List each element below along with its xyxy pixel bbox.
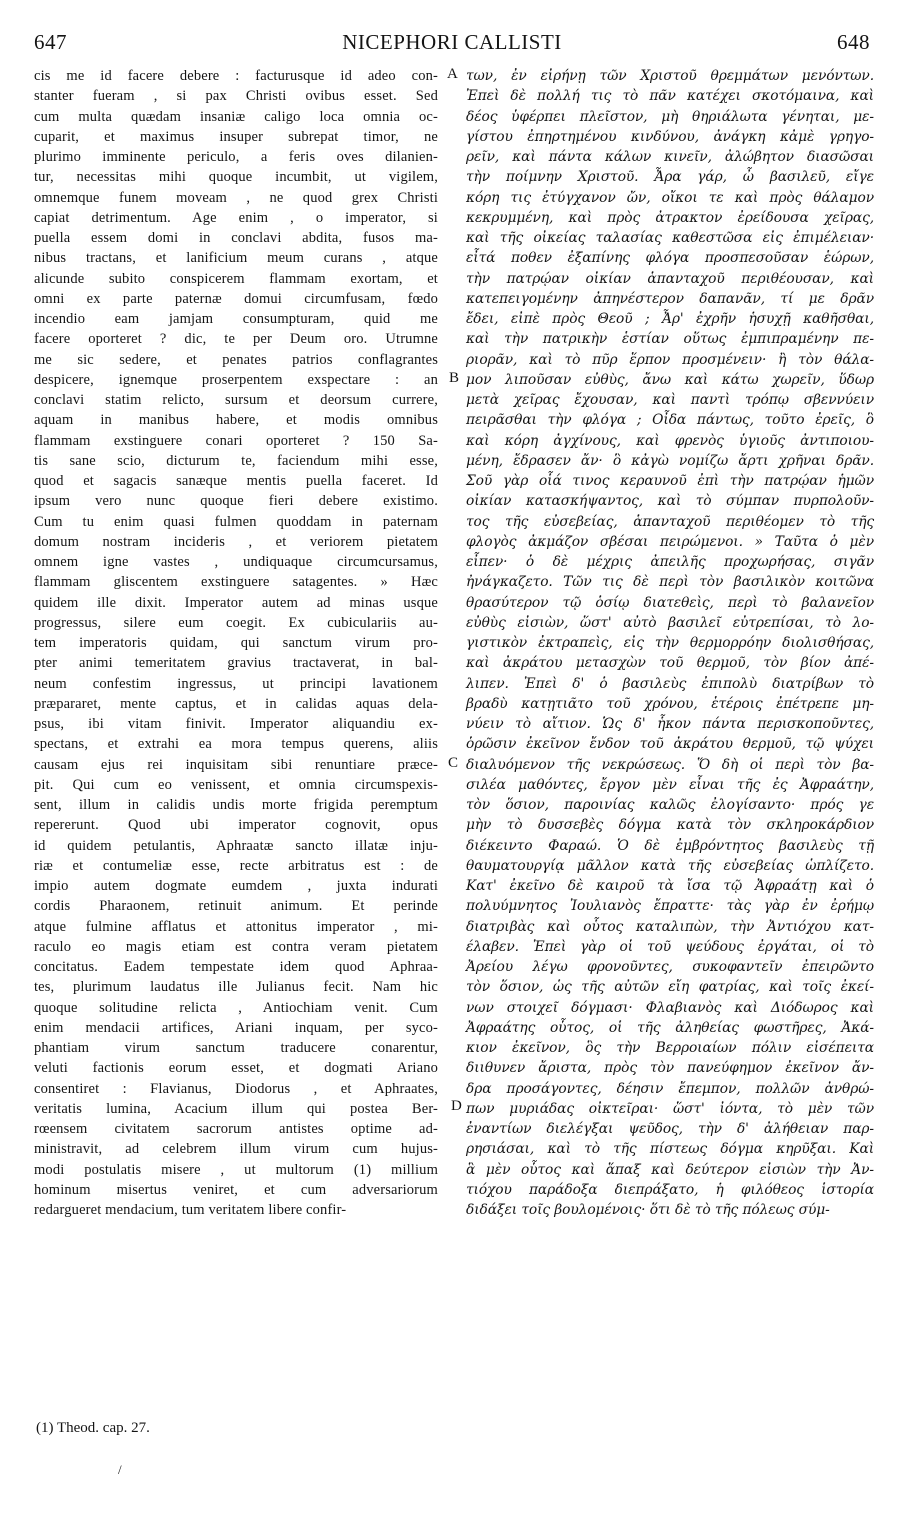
latin-text-line: cuparit, et maximus insuper subrepat timor, ne xyxy=(34,128,438,145)
greek-text-line: κατεπειγομένην ἀπηνέστερον δαπανᾶν, τί με δρᾶν xyxy=(466,290,874,307)
greek-text-line: μὴν τὸ δυσσεβὲς δόγμα κατὰ τὸν σκληροκάρδιον xyxy=(466,817,874,834)
latin-text-line: ipsum vero nunc quoque fieri debere existimo. xyxy=(34,493,438,510)
greek-text-line: θρασύτερον τῷ ὁσίῳ διατεθεὶς, περὶ τὸ βαλανεῖον xyxy=(466,594,874,611)
greek-text-line: κιον ἐκεῖνον, ὃς τὴν Βερροιαίων πόλιν εἰσέπειτα xyxy=(466,1040,874,1056)
latin-text-line: impio autem dogmate eumdem , juxta indurati xyxy=(34,878,438,894)
latin-text-line: hominum misertus veniret, et cum adversariorum xyxy=(34,1181,438,1198)
latin-text-line: enim mendacii artifices, Ariani inquam, per syco- xyxy=(34,1019,438,1036)
latin-text-line: concitatus. Eadem tempestate idem quod Aphraa- xyxy=(34,959,438,975)
running-header xyxy=(34,30,870,60)
latin-text-line: capiat detrimentum. Age enim , o imperator, si xyxy=(34,209,438,226)
greek-text-line: πων μυριάδας οἰκτεῖραι· ὥστ' ἰόντα, τὸ μὲν τῶν xyxy=(466,1100,874,1117)
left-page-number: 647 xyxy=(34,30,67,54)
greek-text-line: ἠνάγκαζετο. Τῶν τις δὲ περὶ τὸν βασιλικὸν κοιτῶνα xyxy=(466,574,874,591)
latin-text-line: psus, ibi vitam finivit. Imperator aliquandiu ex- xyxy=(34,716,438,732)
latin-text-line: omni ex parte paternæ domui circumfusam, fœdo xyxy=(34,290,438,307)
greek-text-line: δρα προσάγοντες, δέησιν ἔπεμπον, πολλῶν ἀνθρώ- xyxy=(466,1080,874,1097)
latin-text-line: sent, illum in calidis undis morte frigida peremptum xyxy=(34,797,438,813)
latin-text-line: flammam exstinguere conari oporteret ? 150 Sa- xyxy=(34,432,438,449)
latin-text-line: domum nostram incideris , et veriorem pietatem xyxy=(34,533,438,550)
greek-text-line: διδάξει τοῖς βουλομένοις· ὅτι δὲ τὸ τῆς πόλεως σύμ- xyxy=(466,1202,830,1218)
greek-text-line: πολυύμνητος Ἰουλιανὸς ἔπραττε· τὰς γὰρ ἐν ἐρήμῳ xyxy=(466,898,874,915)
greek-text-line: διέκειντο Φαραώ. Ὁ δὲ ἐμβρόντητος βασιλεὺς τῇ xyxy=(466,837,874,854)
latin-text-line: redargueret mendacium, tum veritatem libere confir- xyxy=(34,1202,347,1218)
greek-text-line: μετὰ χεῖρας ἔχουσαν, καὶ παντὶ τρόπῳ σβεννύειν xyxy=(466,392,874,408)
latin-text-line: quoque solitudine relicta , Antiochiam venit. Cum xyxy=(34,999,438,1016)
greek-text-line: τος τῆς εὐσεβείας, ἁπανταχοῦ περιθέομεν τὸ τῆς xyxy=(466,513,874,530)
column-marker-d: D xyxy=(451,1098,462,1114)
latin-text-line: rœensem civitatem sacrorum antistes optime ad- xyxy=(34,1121,438,1137)
greek-text-line: καὶ τῆς οἰκείας ταλασίας καθεστῶσα εἰς ἐπιμέλειαν· xyxy=(466,230,874,246)
latin-text-line: alicunde subito conspicerem flammam exortam, et xyxy=(34,270,438,287)
latin-text-line: ministravit, ad celebrem illum virum cum hujus- xyxy=(34,1141,438,1158)
latin-text-line: phantiam virum sanctum traducere conarentur, xyxy=(34,1040,438,1056)
latin-text-line: aquam in manibus habere, et modis omnibus xyxy=(34,412,438,429)
greek-text-line: οἰκίαν κατασκήψαντος, καὶ τὸ σύμπαν πυρπολοῦν- xyxy=(466,493,874,510)
latin-text-line: veluti factionis eorum esset, et dogmati Ariano xyxy=(34,1060,438,1077)
greek-text-line: λιπεν. Ἐπεὶ δ' ὁ βασιλεὺς ἐπιπολὺ διατρίβων τὸ xyxy=(466,675,874,692)
latin-text-line: causam ejus rei inquisitam sibi renuntiare præce- xyxy=(34,756,438,773)
column-marker-c: C xyxy=(448,755,459,771)
latin-text-line: præpararet, mente captus, et in calidas aquas dela- xyxy=(34,695,438,712)
stray-mark: / xyxy=(118,1462,122,1477)
latin-text-line: incendio eam jamjam consumpturam, quid me xyxy=(34,311,438,327)
latin-text-line: cum multa quædam insaniæ caligo loca omnia oc- xyxy=(34,108,438,125)
greek-text-line: φλογὸς ἀκμάζον σβέσαι πειρώμενοι. » Ταῦτα ὁ μὲν xyxy=(466,533,874,550)
latin-text-line: conclavi statim relicto, sursum et deorsum currere, xyxy=(34,392,438,408)
latin-text-line: spectans, et extrahi ea mora tempus querens, aliis xyxy=(34,736,438,753)
greek-text-line: εἶτά ποθεν ἐξαπίνης φλόγα προσπεσοῦσαν ἑώρων, xyxy=(466,250,874,267)
latin-text-line: Cum tu enim quasi fulmen quoddam in paternam xyxy=(34,513,438,530)
greek-text-line: τὸν ὅσιον, ὡς τῆς αὐτῶν εἴη φατρίας, καὶ τοῖς ἐκεί- xyxy=(466,979,874,996)
latin-text-line: tur, necessitas mihi quoque incumbit, ut vigilem, xyxy=(34,169,438,186)
latin-text-line: stanter fueram , si pax Christi ovibus esset. Sed xyxy=(34,88,438,105)
latin-text-line: atque fulmine afflatus et attonitus imperator , mi- xyxy=(34,918,438,935)
latin-text-line: cis me id facere debere : facturusque id adeo con- xyxy=(34,68,438,84)
greek-text-line: έλαβεν. Ἐπεὶ γὰρ οἱ τοῦ ψεύδους ἐργάται, οἱ τὸ xyxy=(466,938,874,955)
greek-text-line: Ἀρείου λέγω φρονοῦντες, συκοφαντεῖν ἐπειρῶντο xyxy=(466,959,874,975)
greek-text-line: τὴν ποίμνην Χριστοῦ. Ἆρα γάρ, ὦ βασιλεῦ, εἴγε xyxy=(466,169,874,186)
greek-text-line: εὐθὺς εἰσιὼν, ὥστ' αὐτὸ βασιλεῖ εὐτρεπίσαι, τὸ λο- xyxy=(466,614,874,631)
greek-text-line: διαλυόμενον τῆς νεκρώσεως. Ὅ δὴ οἱ περὶ τὸν βα- xyxy=(466,756,874,773)
latin-text-line: facere oporteret ? dic, te per Deum oro. Utrumne xyxy=(34,331,438,348)
greek-text-line: ἐναντίων διελέγξαι ψεῦδος, τὴν δ' ἀλήθειαν παρ- xyxy=(466,1121,874,1137)
latin-text-line: nibus tractans, et lanificium meum curans , atque xyxy=(34,250,438,267)
latin-text-line: tem imperatoris quidam, qui sanctum virum pro- xyxy=(34,635,438,651)
latin-text-line: veritatis lumina, Acacium illum qui postea Ber- xyxy=(34,1100,438,1117)
column-marker-b: B xyxy=(449,370,460,386)
greek-text-line: βραδὺ κατῃτιᾶτο τοῦ χρόνου, ἑτέροις ἐπέτρεπε μη- xyxy=(466,695,874,712)
greek-text-line: ριορᾶν, καὶ τὸ πῦρ ἕρπον προσμένειν· ἢ τὸν θάλα- xyxy=(466,351,874,368)
latin-text-line: flammam gliscentem exstinguere satagentes. » Hæc xyxy=(34,574,438,591)
greek-text-line: ὁρῶσιν ἐκεῖνον ἔνδον τοῦ ἀκράτου θερμοῦ, τῷ ψύχει xyxy=(466,736,874,753)
footnote: (1) Theod. cap. 27. xyxy=(36,1420,150,1436)
greek-text-line: κεκρυμμένη, καὶ πρὸς ἀτρακτον ἐρείδουσα χεῖρας, xyxy=(466,209,874,226)
latin-text-line: modi postulatis misere , ut multorum (1) millium xyxy=(34,1161,438,1178)
greek-text-line: τιόχου παράδοξα διεπράξατο, ἡ φιλόθεος ἱστορία xyxy=(466,1181,874,1198)
greek-text-line: Σοῦ γὰρ οἷά τινος κεραυνοῦ ἐπὶ τὴν πατρῴαν ἡμῶν xyxy=(466,473,874,489)
greek-text-line: νύειν τὸ αἴτιον. Ὡς δ' ἧκον πάντα περισκοποῦντες, xyxy=(466,716,874,732)
latin-text-line: progressus, silere eum coegit. Ex cubiculariis au- xyxy=(34,614,438,631)
latin-text-line: raculo eo magis etiam est contra veram pietatem xyxy=(34,938,438,955)
latin-text-line: pit. Qui cum eo venissent, et omnia circumspexis- xyxy=(34,776,438,793)
latin-text-line: id quidem petulantis, Aphraatæ sancto illatæ inju- xyxy=(34,837,438,854)
latin-text-line: quidem ille dixit. Imperator autem ad minas usque xyxy=(34,594,438,611)
greek-text-line: εἶπεν· ὁ δὲ μέχρις ἀπειλῆς προχωρήσας, σιγᾶν xyxy=(466,554,874,570)
latin-text-column xyxy=(34,66,438,1220)
latin-text-line: pter animi temeritatem gravius tractaverat, in bal- xyxy=(34,655,438,672)
greek-text-line: δέος ὑφέρπει πλεῖστον, μὴ θηριάλωτα γένηται, με- xyxy=(466,108,874,125)
greek-text-line: γίστου ἐπηρτημένου κινδύνου, ἀνάγκη κἀμὲ γρηγο- xyxy=(466,128,874,145)
latin-text-line: despicere, ignemque proserpentem exspectare : an xyxy=(34,371,438,388)
greek-text-line: τὸν ὅσιον, παροινίας καλῶς ἐλογίσαντο· πρός γε xyxy=(466,797,874,813)
greek-text-line: ρεῖν, καὶ πάντα κάλων κινεῖν, ἀλώβητον διασῶσαι xyxy=(466,149,874,165)
greek-text-line: θαυματουργίᾳ μᾶλλον κατὰ τῆς εὐσεβείας ὡπλίζετο. xyxy=(466,857,874,874)
latin-text-line: tes, plurimum laudatus ille Julianus fecit. Nam hic xyxy=(34,979,438,996)
greek-text-line: καὶ ἀκράτου μετασχὼν τοῦ θερμοῦ, τὸν βίον ἀπέ- xyxy=(466,655,874,672)
column-marker-a: A xyxy=(447,66,458,82)
latin-text-line: puella essem domi in conclavi abdita, fusos ma- xyxy=(34,230,438,246)
latin-text-line: quod et sagacis sanæque mentis puella faceret. Id xyxy=(34,473,438,489)
greek-text-column xyxy=(466,66,874,1220)
greek-text-line: πειρᾶσθαι τὴν φλόγα ; Οἶδα πάντως, τοῦτο ἐρεῖς, ὃ xyxy=(466,412,874,429)
latin-text-line: consentiret : Flavianus, Diodorus , et Aphraates, xyxy=(34,1080,438,1097)
greek-text-line: νων στοιχεῖ δόγμασι· Φλαβιανὸς καὶ Διόδωρος καὶ xyxy=(466,999,874,1016)
greek-text-line: τὴν πατρῴαν οἰκίαν ἁπανταχοῦ περιθέουσαν, καὶ xyxy=(466,270,874,287)
latin-text-line: repererunt. Quod ubi imperator cognovit, opus xyxy=(34,817,438,834)
right-page-number: 648 xyxy=(837,30,870,54)
latin-text-line: plurimo imminente periculo, a feris oves dilanien- xyxy=(34,149,438,165)
greek-text-line: μένη, ἔδρασεν ἄν· ὃ κἀγὼ νομίζω ἄρτι χρῆναι δρᾶν. xyxy=(466,452,874,469)
latin-text-line: neum confestim ingressus, ut principi lavationem xyxy=(34,675,438,692)
greek-text-line: ἔδει, εἰπὲ πρὸς Θεοῦ ; Ἆρ' ἐχρῆν ἡσυχῇ καθῆσθαι, xyxy=(466,311,874,327)
greek-text-line: Κατ' ἐκεῖνο δὲ καιροῦ τὰ ἴσα τῷ Ἀφραάτῃ καὶ ὁ xyxy=(466,878,874,894)
greek-text-line: μον λιποῦσαν εὐθὺς, ἄνω καὶ κάτω χωρεῖν, ὕδωρ xyxy=(466,371,874,388)
greek-text-line: καὶ κόρη ἀγχίνους, καὶ φρενὸς ὑγιοῦς ἀντιποιου- xyxy=(466,432,874,449)
greek-text-line: Ἀφραάτης οὗτος, οἱ τῆς ἀληθείας φωστῆρες, Ἀκά- xyxy=(466,1019,874,1036)
latin-text-line: tis sane scio, dicturum te, faciendum mihi esse, xyxy=(34,452,438,469)
greek-text-line: των, ἐν εἰρήνῃ τῶν Χριστοῦ θρεμμάτων μενόντων. xyxy=(466,68,874,84)
greek-text-line: ἃ μὲν οὗτος καὶ ἅπαξ καὶ δεύτερον εἰσιὼν τὴν Ἀν- xyxy=(466,1161,874,1178)
greek-text-line: διιθυνεν ἄριστα, πρὸς τὸν πανεύφημον ἐκεῖνον ἄν- xyxy=(466,1060,874,1077)
greek-text-line: σιλέα μαθόντες, ἔργον μὲν εἶναι τῆς ἐς Ἀφραάτην, xyxy=(466,776,874,793)
greek-text-line: γιστικὸν ἐκτραπεὶς, εἰς τὴν θερμορρόην διολισθήσας, xyxy=(466,635,874,651)
running-title: NICEPHORI CALLISTI xyxy=(342,30,562,54)
greek-text-line: διατριβὰς καὶ οὗτος καταλιπὼν, τὴν Ἀντιόχου κατ- xyxy=(466,918,874,935)
latin-text-line: cordis Pharaonem, retinuit animum. Et perinde xyxy=(34,898,438,915)
greek-text-line: Ἐπεὶ δὲ πολλή τις τὸ πᾶν κατέχει σκοτόμαινα, καὶ xyxy=(466,88,874,105)
greek-text-line: καὶ τὴν πατρικὴν ἑστίαν οὕτως ἐμπιπραμένην πε- xyxy=(466,331,874,348)
latin-text-line: me sic sedere, et penates patrios conflagrantes xyxy=(34,351,438,368)
latin-text-line: omnem igne vastes , undiquaque circumcursamus, xyxy=(34,554,438,570)
latin-text-line: omnemque funem moveam , ne quod grex Christi xyxy=(34,189,438,206)
greek-text-line: ρησιάσαι, καὶ τὸ τῆς πίστεως δόγμα κηρῦξαι. Καὶ xyxy=(466,1141,874,1158)
greek-text-line: κόρη τις ἐτύγχανον ὤν, οἴκοι τε καὶ πρὸς θάλαμον xyxy=(466,189,874,206)
latin-text-line: riæ et contumeliæ esse, recte arbitratus est : de xyxy=(34,857,438,874)
